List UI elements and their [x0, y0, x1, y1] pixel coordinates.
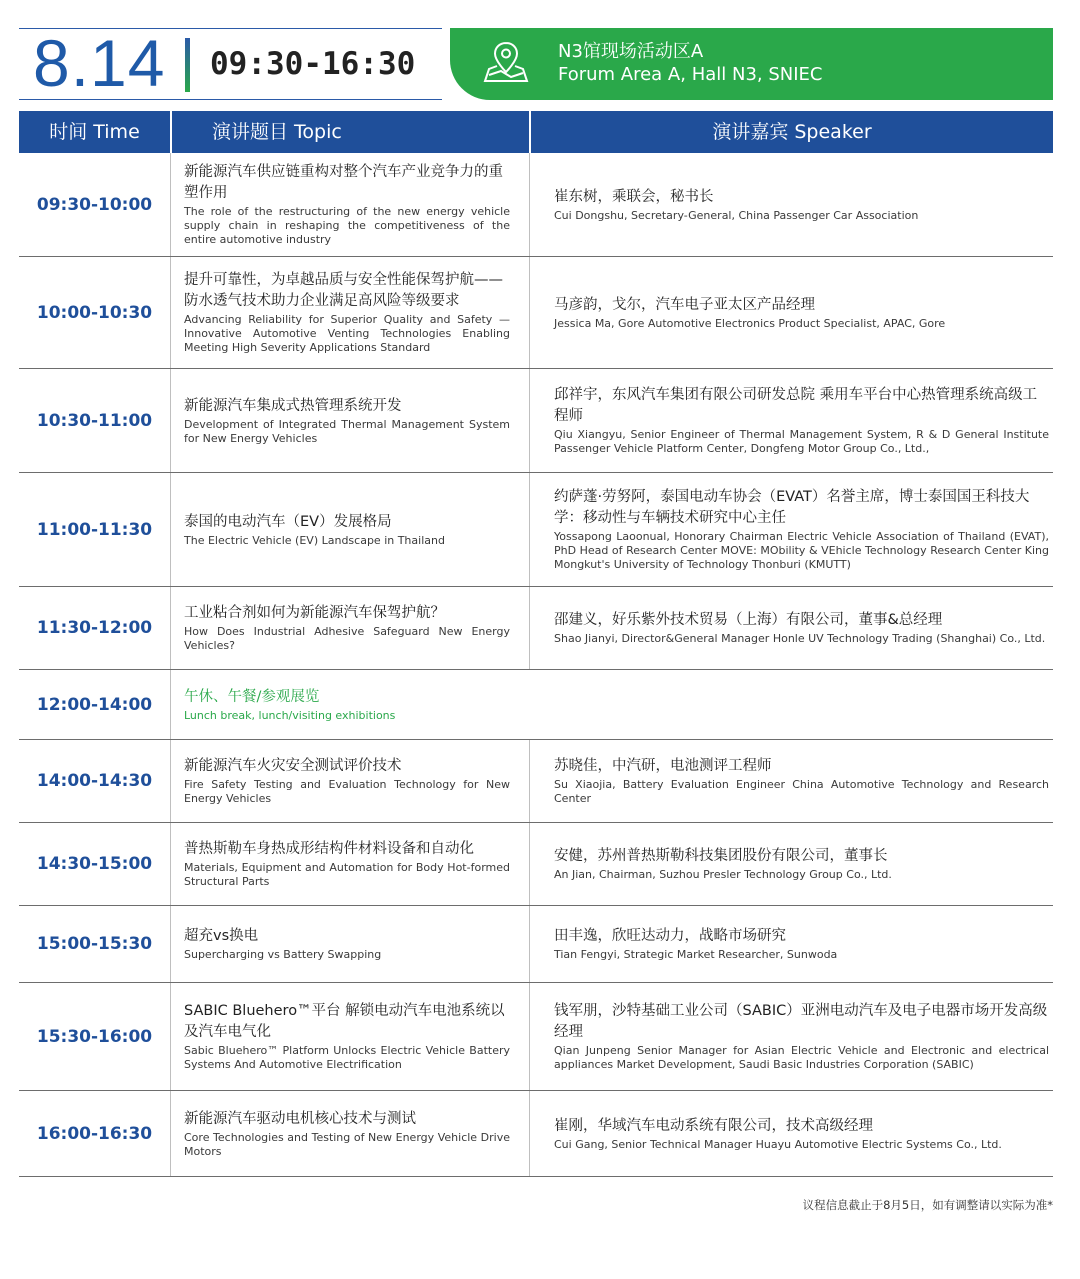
topic-en: Materials, Equipment and Automation for Body Hot-formed Structural Parts: [184, 861, 510, 888]
topic-cn: 新能源汽车集成式热管理系统开发: [184, 397, 402, 414]
topic-en: The role of the restructuring of the new energy vehicle supply chain in reshaping the competitiveness of the entire automotive industry: [184, 205, 510, 246]
column-divider: [529, 740, 530, 822]
speaker-cn: 约萨蓬·劳努阿，泰国电动车协会（EVAT）名誉主席，博士泰国国王科技大学：移动性与车辆技术研究中心主任: [554, 489, 1030, 526]
column-divider: [170, 369, 171, 472]
row-time: 15:00-15:30: [36, 934, 153, 954]
speaker-cn: 邱祥宇，东风汽车集团有限公司研发总院 乘用车平台中心热管理系统高级工程师: [554, 387, 1038, 424]
column-divider: [529, 906, 530, 982]
column-divider: [170, 257, 171, 368]
row-speaker: [554, 369, 1049, 472]
speaker-en: Su Xiaojia, Battery Evaluation Engineer China Automotive Technology and Research Center: [554, 778, 1049, 805]
row-topic: [184, 257, 510, 368]
row-topic: [184, 670, 510, 739]
table-row: [19, 823, 1053, 906]
topic-cn: 工业粘合剂如何为新能源汽车保驾护航？: [184, 605, 445, 621]
row-speaker: [554, 257, 1049, 368]
row-time: 10:00-10:30: [36, 302, 153, 323]
topic-cn: 新能源汽车供应链重构对整个汽车产业竞争力的重塑作用: [184, 164, 503, 201]
table-row: [19, 257, 1053, 369]
column-divider: [170, 740, 171, 822]
row-time: 11:30-12:00: [36, 618, 153, 638]
column-header-time: 时间 Time: [49, 121, 140, 143]
row-topic: [184, 740, 510, 822]
row-topic: [184, 369, 510, 472]
topic-en: Core Technologies and Testing of New Energy Vehicle Drive Motors: [184, 1130, 510, 1158]
topic-cn: 新能源汽车火灾安全测试评价技术: [184, 758, 402, 774]
row-speaker: [554, 983, 1049, 1090]
row-time: 11:00-11:30: [36, 519, 153, 540]
row-time: 14:00-14:30: [36, 771, 153, 791]
speaker-cn: 田丰逸，欣旺达动力，战略市场研究: [554, 928, 786, 944]
row-time: 16:00-16:30: [36, 1123, 153, 1144]
speaker-en: Shao Jianyi, Director&General Manager Honle UV Technology Trading (Shanghai) Co., Ltd.: [554, 632, 1046, 645]
speaker-en: Cui Dongshu, Secretary-General, China Passenger Car Association: [554, 208, 919, 222]
speaker-cn: 崔东树，乘联会，秘书长: [554, 188, 714, 205]
topic-en: Fire Safety Testing and Evaluation Technology for New Energy Vehicles: [184, 778, 510, 805]
row-topic: [184, 153, 510, 256]
column-divider: [170, 1091, 171, 1176]
speaker-en: An Jian, Chairman, Suzhou Presler Technology Group Co., Ltd.: [554, 868, 892, 881]
event-date: 8.14: [33, 26, 166, 100]
topic-en: Sabic Bluehero™ Platform Unlocks Electric Vehicle Battery Systems And Automotive Electrification: [184, 1044, 510, 1071]
table-row: [19, 906, 1053, 983]
venue-name-en: Forum Area A, Hall N3, SNIEC: [558, 64, 823, 85]
row-speaker: [554, 587, 1049, 669]
column-divider: [170, 983, 171, 1090]
row-speaker: [554, 153, 1049, 256]
row-topic: [184, 983, 510, 1090]
column-divider: [170, 587, 171, 669]
row-speaker: [554, 740, 1049, 822]
date-time-header: [19, 28, 442, 100]
footer-note: 议程信息截止于8月5日，如有调整请以实际为准*: [802, 1198, 1053, 1212]
table-row: [19, 740, 1053, 823]
speaker-en: Yossapong Laoonual, Honorary Chairman Electric Vehicle Association of Thailand (EVAT), PhD Head of Research Center MOVE: MObility & VEhicle Technology Research Center King Mongkut's University of Technology Thonburi (KMUTT): [554, 530, 1049, 571]
column-divider: [170, 473, 171, 586]
column-header-topic: 演讲题目 Topic: [212, 121, 342, 143]
topic-en: Development of Integrated Thermal Management System for New Energy Vehicles: [184, 417, 510, 445]
table-row: [19, 473, 1053, 587]
venue-banner: [450, 28, 1053, 100]
row-topic: [184, 823, 510, 905]
column-divider: [529, 983, 530, 1090]
topic-cn: SABIC Bluehero™平台 解锁电动汽车电池系统以及汽车电气化: [184, 1003, 505, 1040]
column-divider: [170, 823, 171, 905]
row-time: 15:30-16:00: [36, 1026, 153, 1047]
row-time: 12:00-14:00: [36, 694, 153, 715]
topic-en: How Does Industrial Adhesive Safeguard New Energy Vehicles?: [184, 625, 510, 652]
venue-name-cn: N3馆现场活动区A: [558, 41, 704, 62]
column-divider: [529, 369, 530, 472]
table-row-break: [19, 670, 1053, 740]
speaker-cn: 崔刚，华域汽车电动系统有限公司，技术高级经理: [554, 1117, 873, 1134]
column-divider: [170, 153, 171, 256]
topic-cn: 超充vs换电: [184, 928, 259, 944]
divider-bar: [185, 38, 190, 92]
row-speaker: [554, 1091, 1049, 1176]
table-row: [19, 587, 1053, 670]
speaker-en: Jessica Ma, Gore Automotive Electronics Product Specialist, APAC, Gore: [554, 316, 946, 330]
table-row: [19, 1091, 1053, 1177]
topic-cn: 午休、午餐/参观展览: [184, 688, 320, 705]
row-speaker: [554, 823, 1049, 905]
topic-en: Supercharging vs Battery Swapping: [184, 948, 382, 961]
speaker-cn: 安健，苏州普热斯勒科技集团股份有限公司，董事长: [554, 848, 888, 864]
row-topic: [184, 473, 510, 586]
row-topic: [184, 587, 510, 669]
topic-en: Advancing Reliability for Superior Quality and Safety —Innovative Automotive Venting Technologies Enabling Meeting High Severity Applications Standard: [184, 313, 510, 354]
topic-cn: 普热斯勒车身热成形结构件材料设备和自动化: [184, 841, 474, 857]
column-divider: [529, 1091, 530, 1176]
location-map-icon: [483, 39, 529, 85]
table-header: [19, 111, 1053, 153]
row-time: 09:30-10:00: [36, 194, 153, 215]
column-divider: [529, 587, 530, 669]
column-divider: [529, 473, 530, 586]
row-speaker: [554, 906, 1049, 982]
speaker-cn: 邵建义，好乐紫外技术贸易（上海）有限公司，董事&总经理: [554, 612, 943, 628]
speaker-en: Cui Gang, Senior Technical Manager Huayu Automotive Electric Systems Co., Ltd.: [554, 1137, 1002, 1151]
topic-cn: 泰国的电动汽车（EV）发展格局: [184, 513, 392, 530]
column-divider: [529, 823, 530, 905]
speaker-cn: 钱军朋，沙特基础工业公司（SABIC）亚洲电动汽车及电子电器市场开发高级经理: [554, 1003, 1048, 1040]
column-divider: [529, 153, 530, 256]
row-topic: [184, 906, 510, 982]
table-row: [19, 369, 1053, 473]
topic-cn: 提升可靠性，为卓越品质与安全性能保驾护航——防水透气技术助力企业满足高风险等级要求: [184, 272, 503, 309]
event-time-range: 09:30-16:30: [210, 46, 416, 82]
table-row: [19, 983, 1053, 1091]
row-topic: [184, 1091, 510, 1176]
speaker-en: Tian Fengyi, Strategic Market Researcher, Sunwoda: [554, 948, 838, 961]
table-row: [19, 153, 1053, 257]
speaker-cn: 马彦韵，戈尔，汽车电子亚太区产品经理: [554, 296, 815, 313]
topic-en: Lunch break, lunch/visiting exhibitions: [184, 708, 396, 722]
row-time: 14:30-15:00: [36, 854, 153, 874]
column-divider: [170, 670, 171, 739]
column-header-speaker: 演讲嘉宾 Speaker: [712, 121, 872, 143]
topic-cn: 新能源汽车驱动电机核心技术与测试: [184, 1110, 416, 1127]
row-time: 10:30-11:00: [36, 410, 153, 431]
speaker-cn: 苏晓佳，中汽研，电池测评工程师: [554, 758, 772, 774]
speaker-en: Qian Junpeng Senior Manager for Asian Electric Vehicle and Electronic and electrical appliances Market Development, Saudi Basic Industries Corporation (SABIC): [554, 1044, 1049, 1071]
column-divider: [170, 906, 171, 982]
speaker-en: Qiu Xiangyu, Senior Engineer of Thermal Management System, R & D General Institute Passenger Vehicle Platform Center, Dongfeng Motor Group Co., Ltd.,: [554, 428, 1049, 455]
topic-en: The Electric Vehicle (EV) Landscape in Thailand: [184, 533, 445, 547]
row-speaker: [554, 473, 1049, 586]
column-divider: [529, 257, 530, 368]
